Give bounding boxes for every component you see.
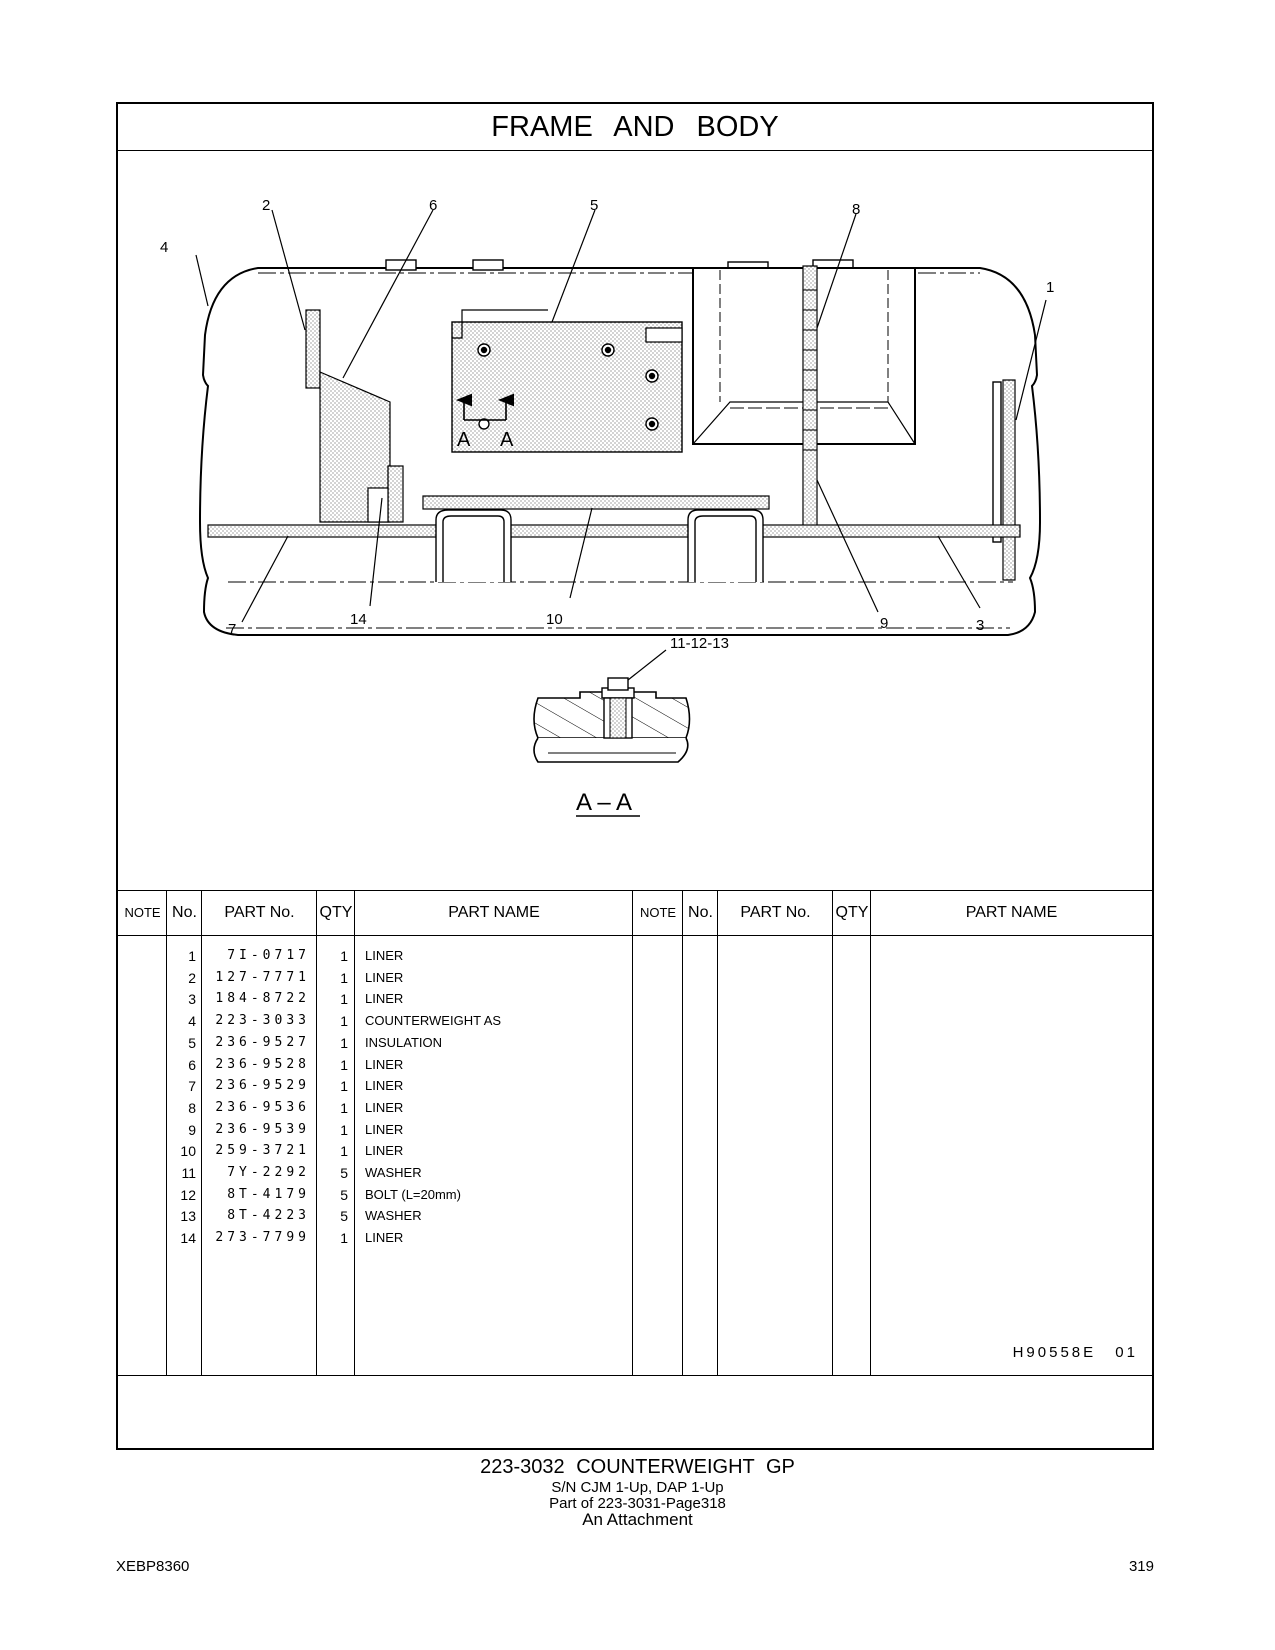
row-item-number: 14 — [180, 1230, 196, 1247]
row-part-number: 236-9527 — [215, 1034, 310, 1050]
row-part-name: LINER — [365, 1121, 404, 1137]
row-item-number: 2 — [188, 969, 196, 986]
row-quantity: 1 — [340, 1013, 348, 1030]
row-part-number: 259-3721 — [215, 1143, 310, 1159]
row-quantity: 5 — [340, 1186, 348, 1203]
row-part-name: INSULATION — [365, 1034, 443, 1050]
row-quantity: 1 — [340, 969, 348, 986]
page-title: FRAME AND BODY — [118, 104, 1152, 151]
header-part-name-2: PART NAME — [965, 904, 1058, 921]
page-number: 319 — [1128, 1558, 1154, 1575]
section-marker-left: A — [457, 429, 471, 451]
header-part-name: PART NAME — [448, 904, 540, 921]
row-part-number: 236-9528 — [215, 1056, 310, 1072]
row-part-name: WASHER — [365, 1208, 422, 1224]
parts-page-frame — [116, 102, 1154, 1450]
row-part-name: LINER — [365, 1056, 404, 1072]
svg-text:5: 5 — [590, 197, 599, 214]
row-item-number: 12 — [180, 1186, 196, 1203]
row-quantity: 1 — [340, 1121, 348, 1138]
row-part-number: 236-9529 — [215, 1078, 310, 1094]
row-item-number: 10 — [180, 1143, 196, 1160]
row-item-number: 1 — [188, 948, 196, 964]
row-item-number: 7 — [188, 1078, 196, 1095]
row-quantity: 1 — [340, 991, 348, 1008]
row-part-name: LINER — [365, 1078, 404, 1094]
row-part-number: 236-9536 — [215, 1099, 310, 1115]
row-part-number: 8T-4223 — [227, 1208, 310, 1224]
counterweight-diagram — [118, 150, 1152, 890]
row-part-number: 8T-4179 — [227, 1186, 310, 1202]
row-quantity: 1 — [340, 1078, 348, 1095]
row-part-number: 184-8722 — [215, 991, 310, 1007]
row-part-name: BOLT (L=20mm) — [365, 1186, 461, 1202]
header-no-2: No. — [688, 904, 713, 921]
section-view-label: A – A — [576, 789, 633, 816]
row-part-name: COUNTERWEIGHT AS — [365, 1013, 502, 1029]
row-quantity: 1 — [340, 1034, 348, 1051]
svg-text:3: 3 — [976, 617, 985, 634]
drawing-code: H90558E 01 — [1012, 1344, 1138, 1361]
svg-text:10: 10 — [546, 611, 563, 628]
row-item-number: 3 — [188, 991, 196, 1008]
svg-text:9: 9 — [880, 615, 889, 632]
row-part-number: 273-7799 — [215, 1230, 310, 1246]
row-quantity: 1 — [340, 1143, 348, 1160]
attachment-note: An Attachment — [582, 1510, 693, 1529]
header-note-2: NOTE — [639, 905, 677, 920]
row-item-number: 8 — [188, 1099, 196, 1116]
row-quantity: 5 — [340, 1165, 348, 1181]
serial-range: S/N CJM 1-Up, DAP 1-Up — [551, 1479, 724, 1496]
section-marker-right: A — [500, 429, 514, 451]
row-item-number: 11 — [181, 1165, 196, 1181]
svg-text:11-12-13: 11-12-13 — [670, 635, 729, 652]
group-title: 223-3032 COUNTERWEIGHT GP — [480, 1456, 795, 1478]
svg-text:14: 14 — [350, 611, 367, 628]
row-part-name: LINER — [365, 991, 404, 1007]
svg-text:2: 2 — [262, 197, 271, 214]
svg-text:7: 7 — [228, 621, 237, 638]
row-part-number: 223-3033 — [215, 1013, 310, 1029]
header-note: NOTE — [124, 905, 161, 920]
row-part-number: 236-9539 — [215, 1121, 310, 1137]
exploded-drawing — [118, 150, 1152, 890]
document-id: XEBP8360 — [116, 1558, 190, 1575]
header-no: No. — [172, 904, 197, 921]
row-quantity: 1 — [340, 1056, 348, 1073]
row-quantity: 5 — [340, 1208, 348, 1225]
row-item-number: 4 — [188, 1013, 196, 1030]
svg-text:1: 1 — [1046, 279, 1055, 296]
row-item-number: 9 — [188, 1121, 196, 1138]
parts-table — [118, 890, 1152, 1376]
row-quantity: 1 — [340, 948, 348, 964]
header-part-no: PART No. — [224, 904, 295, 921]
row-part-number: 7I-0717 — [227, 948, 310, 963]
svg-text:4: 4 — [160, 239, 169, 256]
part-of-reference: Part of 223-3031-Page318 — [549, 1495, 726, 1512]
row-part-name: WASHER — [365, 1165, 422, 1180]
row-part-number: 7Y-2292 — [227, 1165, 310, 1180]
row-part-name: LINER — [365, 1230, 404, 1246]
header-qty: QTY — [319, 904, 353, 921]
row-quantity: 1 — [340, 1230, 348, 1247]
header-qty-2: QTY — [835, 904, 869, 921]
row-part-name: LINER — [365, 1143, 404, 1159]
svg-text:8: 8 — [852, 201, 861, 218]
row-item-number: 6 — [188, 1056, 196, 1073]
row-quantity: 1 — [340, 1099, 348, 1116]
row-part-name: LINER — [365, 948, 404, 963]
row-part-name: LINER — [365, 1099, 404, 1115]
header-part-no-2: PART No. — [740, 904, 811, 921]
row-part-name: LINER — [365, 969, 404, 985]
svg-text:6: 6 — [429, 197, 438, 214]
row-item-number: 13 — [180, 1208, 196, 1225]
row-part-number: 127-7771 — [215, 969, 310, 985]
row-item-number: 5 — [188, 1034, 196, 1051]
